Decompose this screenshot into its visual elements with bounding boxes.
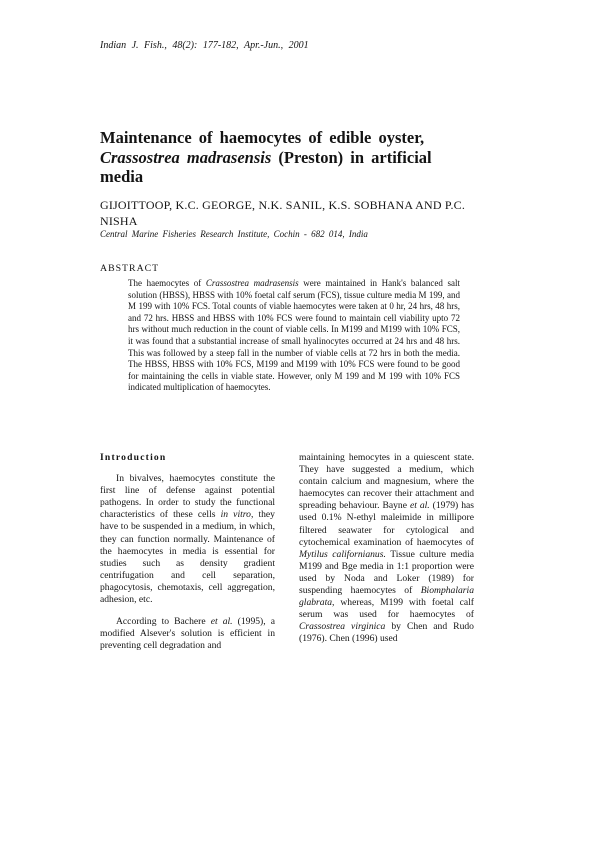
p2-italic: et al. xyxy=(210,616,233,628)
abstract-species: Crassostrea madrasensis xyxy=(205,278,299,288)
p1-text-a: In bivalves, haemocytes constitute the first line of defense against potential pathogens. In order to study the functional characteristics of these cells xyxy=(100,473,275,521)
p2-text-b: (1995), a modified Alsever's solution is efficient in preventing cell degradation and xyxy=(100,616,276,652)
title-line-1: Maintenance of haemocytes of edible oyster, xyxy=(100,128,425,147)
section-heading-introduction: Introduction xyxy=(100,452,167,463)
abstract-text: were maintained in Hank's balanced salt solution (HBSS), HBSS with 10% foetal calf serum (FCS), tissue culture media M 199, and M 199 with 10% FCS. Total counts of viable haemocytes were taken at 0 hr, 24 hrs, 48 hrs, and 72 hrs. HBSS and HBSS with 10% FCS were found to maintain cell viability upto 72 hrs without much reduction in the count of viable cells. In M199 and M199 with 10% FCS, it was found that a substantial increase of small hyalinocytes occurred at 24 hrs and 48 hrs. This was followed by a steep fall in the number of viable cells at 72 hrs in both the media. The HBSS, HBSS with 10% FCS, M199 and M199 with 10% FCS were found to be good for maintaining the cells in viable state. However, only M 199 and M 199 with 10% FCS indicated multiplication of haemocytes. xyxy=(128,278,460,393)
rc-italic-3: Biomphalaria glabrata, xyxy=(299,585,474,609)
right-paragraph xyxy=(299,452,474,646)
journal-citation: Indian J. Fish., 48(2): 177-182, Apr.-Jun., 2001 xyxy=(100,40,309,51)
author-list: GIJOITTOOP, K.C. GEORGE, N.K. SANIL, K.S. SOBHANA AND P.C. NISHA xyxy=(100,198,466,228)
article-title xyxy=(100,128,480,187)
intro-paragraph-2 xyxy=(100,616,275,652)
p1-text-b: , they have to be suspended in a medium, in which, they can function normally. Maintenance of the haemocytes in media is essential for studies such as density gradient centrifugation and cell separation, phagocytosis, chemotaxis, cell aggregation, adhesion, etc. xyxy=(100,509,275,606)
rc-text-1: maintaining hemocytes in a quiescent state. They have suggested a medium, which contain calcium and magnesium, where the haemocytes can recover their attachment and spreading behaviour. Bayne xyxy=(299,452,474,512)
right-column xyxy=(299,452,474,646)
rc-text-4: whereas, M199 with foetal calf serum was used for haemocytes of xyxy=(299,597,474,621)
p2-text-a: According to Bachere xyxy=(116,616,211,628)
affiliation: Central Marine Fisheries Research Institute, Cochin - 682 014, India xyxy=(100,229,368,239)
abstract-heading: ABSTRACT xyxy=(100,263,160,274)
p1-italic: in vitro xyxy=(220,509,251,521)
title-line-2: (Preston) in artificial media xyxy=(100,147,432,186)
rc-text-3: Tissue culture media M199 and Bge media in 1:1 proportion were used by Noda and Loker (1989) for suspending haemocytes of xyxy=(299,548,474,597)
left-column xyxy=(100,452,275,652)
rc-text-2: (1979) has used 0.1% N-ethyl maleimide in millipore filtered seawater for cytological and cytochemical examination of haemocytes of xyxy=(299,500,475,548)
intro-paragraph-1 xyxy=(100,473,275,606)
abstract-intro: The haemocytes of xyxy=(128,278,206,288)
rc-text-5: by Chen and Rudo (1976). Chen (1996) used xyxy=(299,621,474,645)
title-species: Crassostrea madrasensis xyxy=(100,147,272,167)
rc-italic-1: et al. xyxy=(409,500,430,512)
rc-italic-2: Mytilus californianus. xyxy=(299,548,386,560)
abstract-body xyxy=(128,278,460,394)
rc-italic-4: Crassostrea virginica xyxy=(299,621,386,633)
